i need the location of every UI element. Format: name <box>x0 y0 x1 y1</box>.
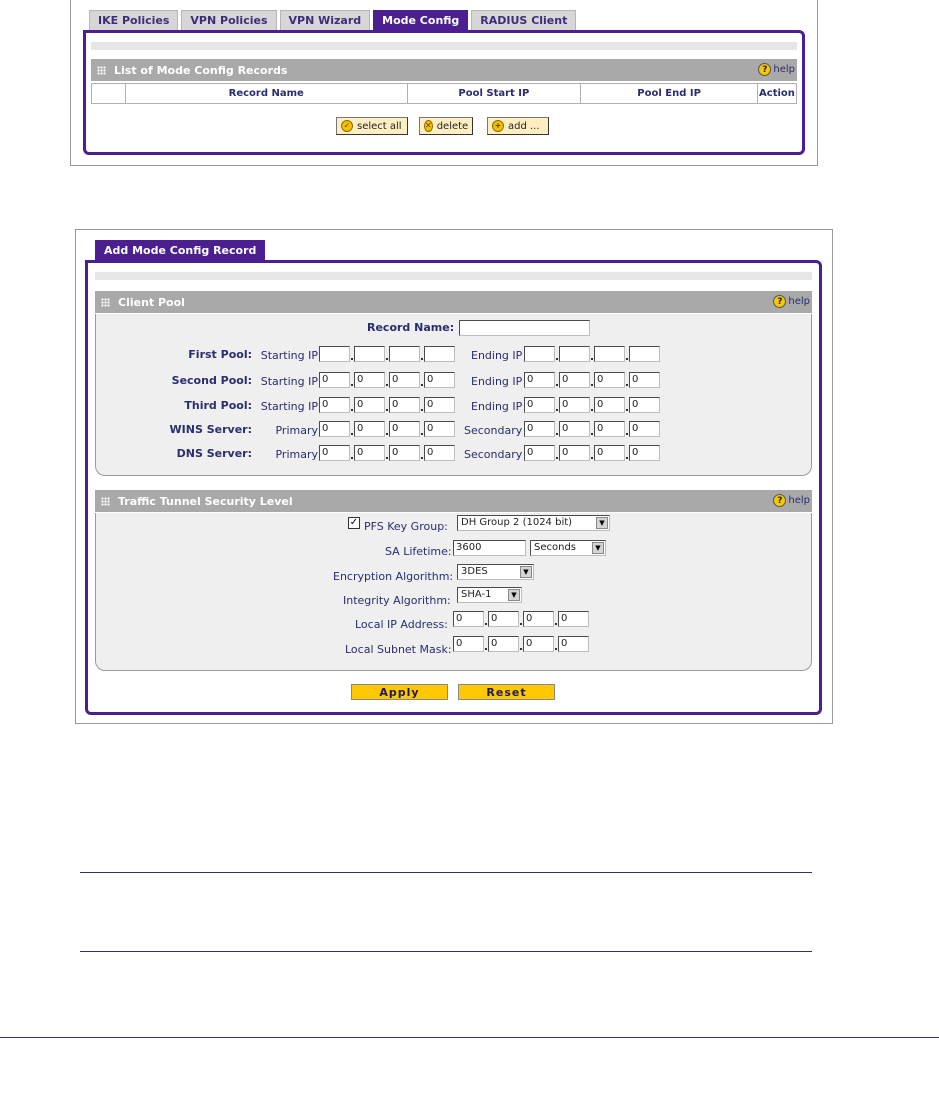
first-pool-end-octet-3[interactable] <box>594 346 625 362</box>
column-header-pool-end-ip: Pool End IP <box>581 84 758 104</box>
grip-icon <box>101 298 110 307</box>
pfs-key-group-select[interactable] <box>457 515 610 531</box>
local-ip-address-label: Local IP Address: <box>355 618 448 631</box>
record-name-input[interactable] <box>459 320 590 336</box>
plus-icon: + <box>492 120 504 132</box>
ip-separator-dot <box>351 358 353 360</box>
wins-server-end-octet-3[interactable]: 0 <box>594 421 625 437</box>
security-level-header <box>95 490 812 512</box>
wins-server-start-octet-1[interactable]: 0 <box>319 421 350 437</box>
third-pool-label: Third Pool: <box>184 399 252 412</box>
ip-separator-dot <box>386 358 388 360</box>
tab-add-mode-config-record[interactable]: Add Mode Config Record <box>95 240 265 260</box>
ip-separator-dot <box>421 433 423 435</box>
local-subnet-mask-octet-3[interactable]: 0 <box>523 636 554 652</box>
dns-server-end-octet-4[interactable]: 0 <box>629 445 660 461</box>
wins-server-end-octet-2[interactable]: 0 <box>559 421 590 437</box>
ip-separator-dot <box>520 648 522 650</box>
ip-separator-dot <box>485 623 487 625</box>
third-pool-end-octet-1[interactable]: 0 <box>524 397 555 413</box>
note-rule-bottom <box>80 951 812 952</box>
local-subnet-mask-octet-4[interactable]: 0 <box>558 636 589 652</box>
section-title: List of Mode Config Records <box>114 63 288 77</box>
apply-button[interactable]: Apply <box>351 684 448 700</box>
tab-ike-policies[interactable]: IKE Policies <box>89 10 178 30</box>
grip-icon <box>97 66 106 75</box>
second-pool-label: Second Pool: <box>171 374 252 387</box>
ip-separator-dot <box>626 433 628 435</box>
ip-separator-dot <box>555 623 557 625</box>
first-pool-left-label: Starting IP <box>260 349 318 362</box>
encryption-algorithm-label: Encryption Algorithm: <box>333 570 454 583</box>
tab-content-frame <box>83 30 805 155</box>
dns-server-start-octet-2[interactable]: 0 <box>354 445 385 461</box>
security-help-link[interactable] <box>773 494 810 507</box>
ip-separator-dot <box>386 457 388 459</box>
ip-separator-dot <box>351 384 353 386</box>
help-label: help <box>788 296 810 307</box>
help-label: help <box>788 495 810 506</box>
ip-separator-dot <box>556 384 558 386</box>
first-pool-end-octet-2[interactable] <box>559 346 590 362</box>
ip-separator-dot <box>591 384 593 386</box>
ip-separator-dot <box>626 358 628 360</box>
dns-server-end-octet-3[interactable]: 0 <box>594 445 625 461</box>
ip-separator-dot <box>591 457 593 459</box>
grip-icon <box>101 497 110 506</box>
local-subnet-mask-octet-1[interactable]: 0 <box>453 636 484 652</box>
dns-server-end-octet-1[interactable]: 0 <box>524 445 555 461</box>
first-pool-start-octet-2[interactable] <box>354 346 385 362</box>
records-section-header <box>91 59 797 81</box>
wins-server-start-octet-3[interactable]: 0 <box>389 421 420 437</box>
records-table <box>91 83 797 104</box>
first-pool-end-octet-1[interactable] <box>524 346 555 362</box>
second-pool-start-octet-4[interactable]: 0 <box>424 372 455 388</box>
chevron-down-icon: ▼ <box>508 589 520 601</box>
ip-separator-dot <box>556 457 558 459</box>
help-icon: ? <box>758 63 771 76</box>
chevron-down-icon: ▼ <box>596 517 608 529</box>
second-pool-start-octet-2[interactable]: 0 <box>354 372 385 388</box>
tab-vpn-wizard[interactable]: VPN Wizard <box>280 10 371 30</box>
encryption-algorithm-value: 3DES <box>461 566 488 577</box>
second-pool-end-octet-4[interactable]: 0 <box>629 372 660 388</box>
local-subnet-mask-label: Local Subnet Mask: <box>345 643 452 656</box>
table-header-row <box>92 84 797 104</box>
chevron-down-icon: ▼ <box>520 566 532 578</box>
second-pool-end-octet-3[interactable]: 0 <box>594 372 625 388</box>
integrity-algorithm-value: SHA-1 <box>461 589 492 600</box>
ip-separator-dot <box>421 457 423 459</box>
first-pool-end-octet-4[interactable] <box>629 346 660 362</box>
sa-lifetime-unit-value: Seconds <box>534 542 577 553</box>
client-pool-header <box>95 291 812 313</box>
third-pool-left-label: Starting IP <box>260 400 318 413</box>
wins-server-end-octet-1[interactable]: 0 <box>524 421 555 437</box>
note-rule-top <box>80 872 812 873</box>
column-header-record-name: Record Name <box>125 84 407 104</box>
local-subnet-mask-octet-2[interactable]: 0 <box>488 636 519 652</box>
reset-button[interactable]: Reset <box>458 684 555 700</box>
ip-separator-dot <box>386 433 388 435</box>
ip-separator-dot <box>626 384 628 386</box>
sa-lifetime-input[interactable]: 3600 <box>453 540 526 556</box>
ip-separator-dot <box>386 384 388 386</box>
local-ip-octet-2[interactable]: 0 <box>488 611 519 627</box>
ip-separator-dot <box>421 358 423 360</box>
add-mode-config-panel <box>75 229 833 724</box>
divider-band <box>95 272 812 280</box>
column-header-pool-start-ip: Pool Start IP <box>407 84 581 104</box>
ip-separator-dot <box>591 433 593 435</box>
ip-separator-dot <box>485 648 487 650</box>
mode-config-list-panel <box>70 0 818 166</box>
third-pool-start-octet-3[interactable]: 0 <box>389 397 420 413</box>
ip-separator-dot <box>351 409 353 411</box>
ip-separator-dot <box>421 409 423 411</box>
ip-separator-dot <box>555 648 557 650</box>
second-pool-end-octet-2[interactable]: 0 <box>559 372 590 388</box>
checkmark-icon: ✓ <box>341 120 353 132</box>
tab-vpn-policies[interactable]: VPN Policies <box>181 10 276 30</box>
help-icon: ? <box>773 494 786 507</box>
delete-label: delete <box>436 120 469 132</box>
wins-server-label: WINS Server: <box>169 423 252 436</box>
ip-separator-dot <box>556 409 558 411</box>
second-pool-start-octet-1[interactable]: 0 <box>319 372 350 388</box>
dns-server-right-label: Secondary <box>464 448 523 461</box>
first-pool-start-octet-4[interactable] <box>424 346 455 362</box>
second-pool-left-label: Starting IP <box>260 375 318 388</box>
column-header-action: Action <box>757 84 796 104</box>
wins-server-left-label: Primary <box>275 424 318 437</box>
first-pool-right-label: Ending IP <box>471 349 523 362</box>
wins-server-start-octet-4[interactable]: 0 <box>424 421 455 437</box>
dns-server-left-label: Primary <box>275 448 318 461</box>
pfs-key-group-label: PFS Key Group: <box>364 520 448 533</box>
delete-button[interactable] <box>419 117 473 135</box>
third-pool-start-octet-4[interactable]: 0 <box>424 397 455 413</box>
third-pool-right-label: Ending IP <box>471 400 523 413</box>
tab-bar <box>89 10 579 30</box>
second-pool-start-octet-3[interactable]: 0 <box>389 372 420 388</box>
column-header-checkbox <box>92 84 126 104</box>
third-pool-end-octet-3[interactable]: 0 <box>594 397 625 413</box>
wins-server-end-octet-4[interactable]: 0 <box>629 421 660 437</box>
pfs-key-group-value: DH Group 2 (1024 bit) <box>461 517 573 528</box>
sa-lifetime-label: SA Lifetime: <box>385 545 452 558</box>
integrity-algorithm-label: Integrity Algorithm: <box>343 594 451 607</box>
dns-server-start-octet-1[interactable]: 0 <box>319 445 350 461</box>
third-pool-start-octet-2[interactable]: 0 <box>354 397 385 413</box>
client-pool-title: Client Pool <box>118 295 185 309</box>
local-ip-octet-1[interactable]: 0 <box>453 611 484 627</box>
dns-server-end-octet-2[interactable]: 0 <box>559 445 590 461</box>
help-link[interactable] <box>758 63 795 76</box>
ip-separator-dot <box>626 457 628 459</box>
wins-server-right-label: Secondary <box>464 424 523 437</box>
third-pool-start-octet-1[interactable]: 0 <box>319 397 350 413</box>
first-pool-start-octet-3[interactable] <box>389 346 420 362</box>
divider-band <box>91 42 797 50</box>
local-ip-octet-3[interactable]: 0 <box>523 611 554 627</box>
add-label: add ... <box>508 120 540 132</box>
dns-server-label: DNS Server: <box>176 447 252 460</box>
select-all-label: select all <box>357 120 402 132</box>
first-pool-label: First Pool: <box>188 348 252 361</box>
help-label: help <box>773 64 795 75</box>
ip-separator-dot <box>520 623 522 625</box>
pfs-key-group-checkbox[interactable]: ✓ <box>349 517 359 528</box>
chevron-down-icon: ▼ <box>592 542 604 554</box>
third-pool-end-octet-4[interactable]: 0 <box>629 397 660 413</box>
dns-server-start-octet-3[interactable]: 0 <box>389 445 420 461</box>
encryption-algorithm-select[interactable] <box>457 564 534 580</box>
tab-radius-client[interactable]: RADIUS Client <box>471 10 576 30</box>
ip-separator-dot <box>351 457 353 459</box>
ip-separator-dot <box>591 358 593 360</box>
add-button[interactable] <box>487 117 549 135</box>
ip-separator-dot <box>626 409 628 411</box>
local-ip-octet-4[interactable]: 0 <box>558 611 589 627</box>
client-pool-help-link[interactable] <box>773 295 810 308</box>
ip-separator-dot <box>421 384 423 386</box>
ip-separator-dot <box>556 433 558 435</box>
sa-lifetime-unit-select[interactable] <box>530 540 606 556</box>
footer-rule <box>0 1037 939 1038</box>
third-pool-end-octet-2[interactable]: 0 <box>559 397 590 413</box>
delete-icon: ✕ <box>425 121 432 130</box>
ip-separator-dot <box>556 358 558 360</box>
wins-server-start-octet-2[interactable]: 0 <box>354 421 385 437</box>
help-icon: ? <box>773 295 786 308</box>
ip-separator-dot <box>351 433 353 435</box>
first-pool-start-octet-1[interactable] <box>319 346 350 362</box>
ip-separator-dot <box>386 409 388 411</box>
integrity-algorithm-select[interactable] <box>457 587 522 603</box>
select-all-button[interactable] <box>336 117 408 135</box>
second-pool-end-octet-1[interactable]: 0 <box>524 372 555 388</box>
security-level-title: Traffic Tunnel Security Level <box>118 494 293 508</box>
record-name-label: Record Name: <box>367 321 455 334</box>
dns-server-start-octet-4[interactable]: 0 <box>424 445 455 461</box>
second-pool-right-label: Ending IP <box>471 375 523 388</box>
ip-separator-dot <box>591 409 593 411</box>
tab-mode-config[interactable]: Mode Config <box>373 10 468 30</box>
